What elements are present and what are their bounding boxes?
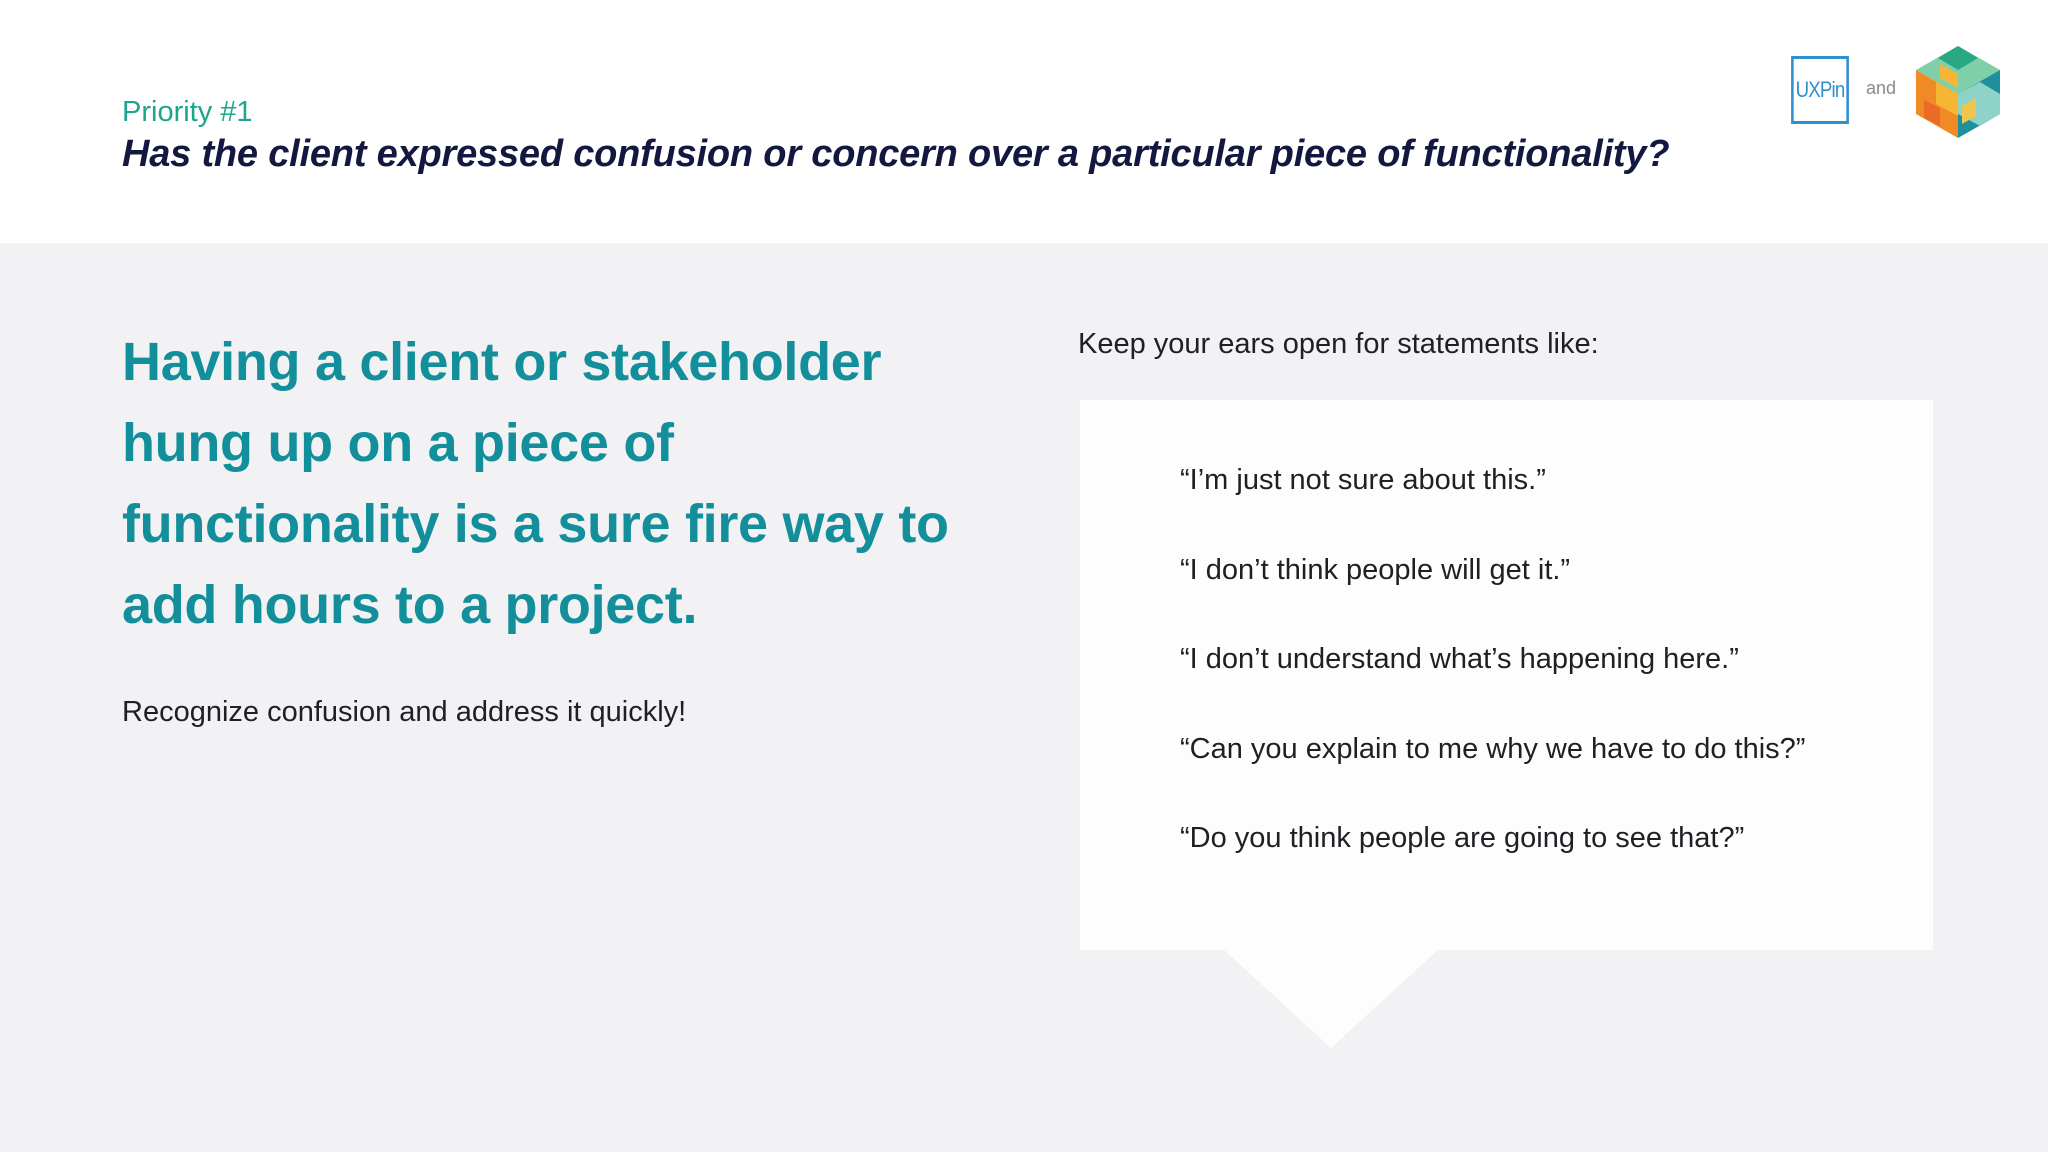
quote-item: “Do you think people are going to see that?” [1180, 822, 1745, 854]
slide-title: Has the client expressed confusion or concern over a particular piece of functionality? [122, 133, 1670, 175]
quote-item: “I’m just not sure about this.” [1180, 464, 1546, 496]
quote-list [1180, 458, 1805, 906]
speech-bubble-tail [1222, 948, 1440, 1048]
lead-statement: Having a client or stakeholder hung up on a piece of functionality is a sure fire way to add hours to a project. [122, 332, 949, 635]
header-band [0, 0, 2048, 243]
uxpin-logo [1791, 56, 1849, 124]
quote-item: “I don’t understand what’s happening here.” [1180, 643, 1739, 675]
recommendation-text: Recognize confusion and address it quickly! [122, 696, 687, 728]
priority-label: Priority #1 [122, 96, 253, 128]
uxpin-logo-text: UXPin [1795, 77, 1845, 102]
cube-logo-icon [1914, 44, 2002, 140]
quote-item: “I don’t think people will get it.” [1180, 553, 1571, 586]
quotes-intro: Keep your ears open for statements like: [1078, 328, 1599, 360]
logo-connector-text: and [1866, 78, 1897, 98]
quote-item: “Can you explain to me why we have to do this?” [1180, 732, 1806, 765]
